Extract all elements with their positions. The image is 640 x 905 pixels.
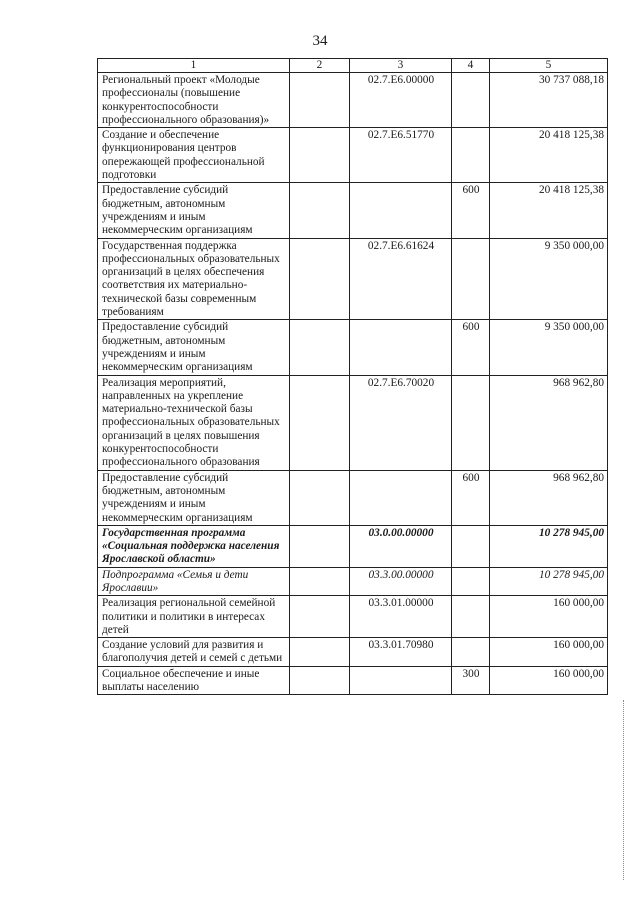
row-col2-cell [290,470,350,525]
row-sum-cell: 160 000,00 [490,638,608,667]
row-type-cell [452,375,490,470]
row-name-cell: Создание условий для развития и благополучия детей и семей с детьми [98,638,290,667]
row-col2-cell [290,320,350,375]
table-header-row [98,59,608,73]
row-type-cell [452,73,490,128]
table-row [98,320,608,375]
table-row [98,666,608,695]
header-cell-1: 1 [98,59,290,73]
row-type-cell [452,238,490,320]
row-code-cell: 02.7.E6.00000 [350,73,452,128]
row-col2-cell [290,375,350,470]
row-code-cell: 03.3.00.00000 [350,567,452,596]
table-row [98,183,608,238]
header-cell-3: 3 [350,59,452,73]
row-name-cell: Реализация региональной семейной политики и политики в интересах детей [98,596,290,638]
row-type-cell [452,567,490,596]
row-type-cell: 600 [452,470,490,525]
table-row [98,238,608,320]
row-code-cell: 02.7.E6.70020 [350,375,452,470]
row-name-cell: Региональный проект «Молодые профессионалы (повышение конкурентоспособности профессионального образования)» [98,73,290,128]
row-code-cell [350,183,452,238]
row-name-cell: Подпрограмма «Семья и дети Ярославии» [98,567,290,596]
row-type-cell: 300 [452,666,490,695]
row-name-cell: Предоставление субсидий бюджетным, автономным учреждениям и иным некоммерческим организациям [98,320,290,375]
table-row [98,128,608,183]
row-col2-cell [290,525,350,567]
row-type-cell: 600 [452,183,490,238]
row-code-cell: 03.3.01.70980 [350,638,452,667]
row-col2-cell [290,567,350,596]
budget-table [97,58,608,695]
row-type-cell [452,525,490,567]
row-sum-cell: 20 418 125,38 [490,128,608,183]
row-type-cell: 600 [452,320,490,375]
table-row [98,470,608,525]
row-type-cell [452,638,490,667]
row-code-cell [350,470,452,525]
row-name-cell: Государственная поддержка профессиональных образовательных организаций в целях обеспечения соответствия их материально-технической базы современным требованиям [98,238,290,320]
row-code-cell: 03.3.01.00000 [350,596,452,638]
row-col2-cell [290,183,350,238]
row-type-cell [452,596,490,638]
row-code-cell: 02.7.E6.61624 [350,238,452,320]
row-col2-cell [290,638,350,667]
row-sum-cell: 9 350 000,00 [490,238,608,320]
row-name-cell: Социальное обеспечение и иные выплаты населению [98,666,290,695]
row-code-cell: 02.7.E6.51770 [350,128,452,183]
table-row [98,73,608,128]
row-sum-cell: 9 350 000,00 [490,320,608,375]
row-type-cell [452,128,490,183]
row-col2-cell [290,596,350,638]
row-name-cell: Создание и обеспечение функционирования центров опережающей профессиональной подготовки [98,128,290,183]
row-sum-cell: 968 962,80 [490,470,608,525]
row-name-cell: Государственная программа «Социальная поддержка населения Ярославской области» [98,525,290,567]
header-cell-2: 2 [290,59,350,73]
table-row [98,567,608,596]
page-number: 34 [312,33,328,49]
row-sum-cell: 160 000,00 [490,666,608,695]
row-name-cell: Предоставление субсидий бюджетным, автономным учреждениям и иным некоммерческим организациям [98,470,290,525]
row-sum-cell: 20 418 125,38 [490,183,608,238]
row-col2-cell [290,128,350,183]
table-body [98,73,608,695]
table-row [98,638,608,667]
row-sum-cell: 10 278 945,00 [490,525,608,567]
table-row [98,525,608,567]
row-name-cell: Реализация мероприятий, направленных на укрепление материально-технической базы профессиональных образовательных организаций в целях повышения конкурентоспособности профессионального образования [98,375,290,470]
header-cell-4: 4 [452,59,490,73]
row-sum-cell: 30 737 088,18 [490,73,608,128]
row-name-cell: Предоставление субсидий бюджетным, автономным учреждениям и иным некоммерческим организациям [98,183,290,238]
row-col2-cell [290,73,350,128]
margin-scan-mark [623,700,626,880]
table-row [98,596,608,638]
row-sum-cell: 10 278 945,00 [490,567,608,596]
row-sum-cell: 968 962,80 [490,375,608,470]
row-col2-cell [290,238,350,320]
header-cell-5: 5 [490,59,608,73]
row-col2-cell [290,666,350,695]
row-sum-cell: 160 000,00 [490,596,608,638]
row-code-cell: 03.0.00.00000 [350,525,452,567]
table-row [98,375,608,470]
row-code-cell [350,666,452,695]
row-code-cell [350,320,452,375]
